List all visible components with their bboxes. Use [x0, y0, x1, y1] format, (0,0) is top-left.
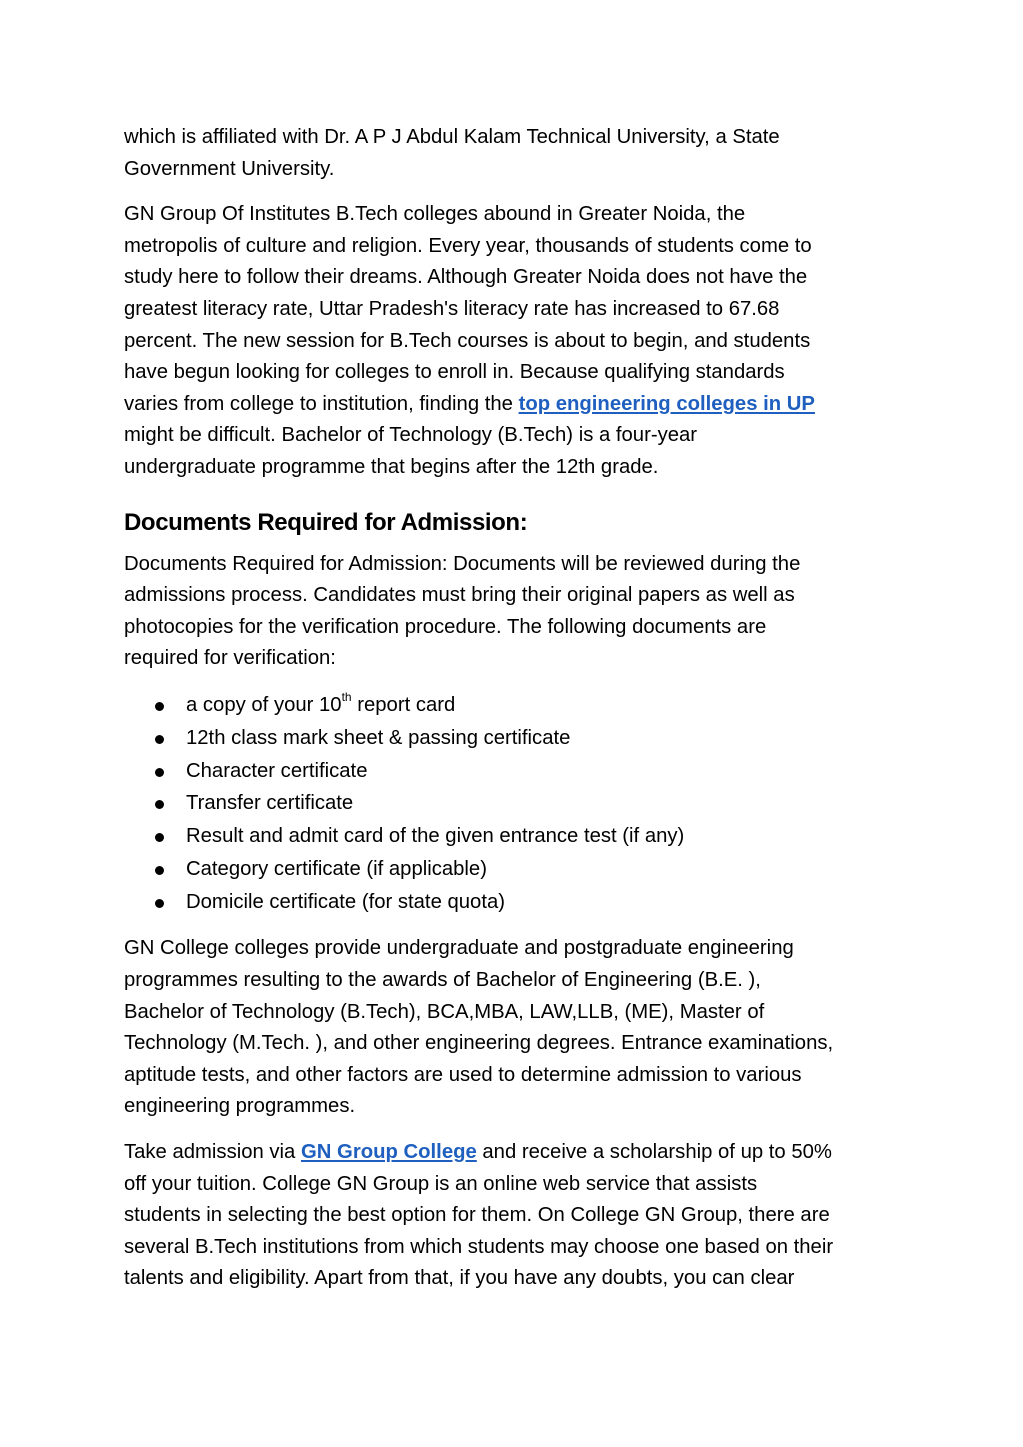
bullet-icon: [155, 833, 164, 842]
list-item: [124, 755, 914, 788]
text-line: talents and eligibility. Apart from that, if you have any doubts, you can clear: [124, 1267, 795, 1290]
list-item: [124, 820, 914, 853]
superscript: th: [341, 690, 352, 705]
gn-group-college-link[interactable]: GN Group College: [300, 1141, 477, 1164]
text-line: required for verification:: [124, 647, 336, 670]
list-item-text: Transfer certificate: [186, 792, 354, 815]
documents-list: [124, 689, 914, 919]
text-line: undergraduate programme that begins after the 12th grade.: [124, 455, 659, 478]
bullet-icon: [155, 866, 164, 875]
text-line: GN College colleges provide undergraduate and postgraduate engineering: [124, 937, 794, 960]
list-item-text: 12th class mark sheet & passing certificate: [186, 726, 571, 749]
text-line: study here to follow their dreams. Although Greater Noida does not have the: [124, 266, 808, 289]
link-line-prefix: varies from college to institution, finding the: [124, 392, 519, 415]
text-line: Bachelor of Technology (B.Tech), BCA,MBA, LAW,LLB, (ME), Master of: [124, 1000, 765, 1023]
text-line: have begun looking for colleges to enroll in. Because qualifying standards: [124, 361, 785, 384]
text-line: aptitude tests, and other factors are used to determine admission to various: [124, 1063, 802, 1086]
programmes-paragraph: [124, 933, 914, 1123]
text-line: several B.Tech institutions from which students may choose one based on their: [124, 1235, 834, 1258]
text-line: Technology (M.Tech. ), and other engineering degrees. Entrance examinations,: [124, 1032, 834, 1055]
document-page: [124, 122, 914, 1295]
list-item-text: Character certificate: [186, 759, 368, 782]
list-item: [124, 886, 914, 919]
top-engineering-colleges-link[interactable]: top engineering colleges in UP: [518, 392, 815, 415]
list-item-text: a copy of your 10: [186, 693, 342, 716]
list-item: [124, 689, 914, 722]
text-line: Government University.: [124, 157, 335, 180]
list-item-text: report card: [351, 693, 456, 716]
bullet-icon: [155, 768, 164, 777]
admission-paragraph: [124, 1137, 914, 1295]
text-line: metropolis of culture and religion. Every year, thousands of students come to: [124, 234, 812, 257]
text-line: greatest literacy rate, Uttar Pradesh's literacy rate has increased to 67.68: [124, 297, 780, 320]
text-line: students in selecting the best option for them. On College GN Group, there are: [124, 1204, 830, 1227]
text-line-with-link: [124, 389, 914, 421]
text-line: photocopies for the verification procedure. The following documents are: [124, 615, 767, 638]
text-line-with-link: [124, 1137, 914, 1169]
documents-paragraph: [124, 549, 914, 675]
admission-suffix: and receive a scholarship of up to 50%: [476, 1141, 832, 1164]
bullet-icon: [155, 899, 164, 908]
admission-prefix: Take admission via: [124, 1141, 301, 1164]
text-line: percent. The new session for B.Tech courses is about to begin, and students: [124, 329, 811, 352]
text-line: Documents Required for Admission: Documents will be reviewed during the: [124, 552, 801, 575]
bullet-icon: [155, 702, 164, 711]
text-line: which is affiliated with Dr. A P J Abdul Kalam Technical University, a State: [124, 126, 780, 148]
text-line: GN Group Of Institutes B.Tech colleges abound in Greater Noida, the: [124, 203, 746, 226]
bullet-icon: [155, 800, 164, 809]
text-line: admissions process. Candidates must bring their original papers as well as: [124, 584, 795, 607]
colleges-paragraph: [124, 199, 914, 483]
list-item-text: Category certificate (if applicable): [186, 857, 487, 880]
bullet-icon: [155, 735, 164, 744]
text-line: engineering programmes.: [124, 1095, 356, 1118]
list-item-text: Result and admit card of the given entrance test (if any): [186, 825, 685, 848]
text-line: programmes resulting to the awards of Bachelor of Engineering (B.E. ),: [124, 969, 761, 992]
list-item: [124, 722, 914, 755]
section-heading: Documents Required for Admission:: [124, 508, 528, 536]
text-line: off your tuition. College GN Group is an online web service that assists: [124, 1172, 758, 1195]
list-item: [124, 853, 914, 886]
intro-paragraph: [124, 122, 914, 185]
list-item: [124, 787, 914, 820]
text-line: might be difficult. Bachelor of Technology (B.Tech) is a four-year: [124, 424, 698, 447]
list-item-text: Domicile certificate (for state quota): [186, 890, 505, 913]
